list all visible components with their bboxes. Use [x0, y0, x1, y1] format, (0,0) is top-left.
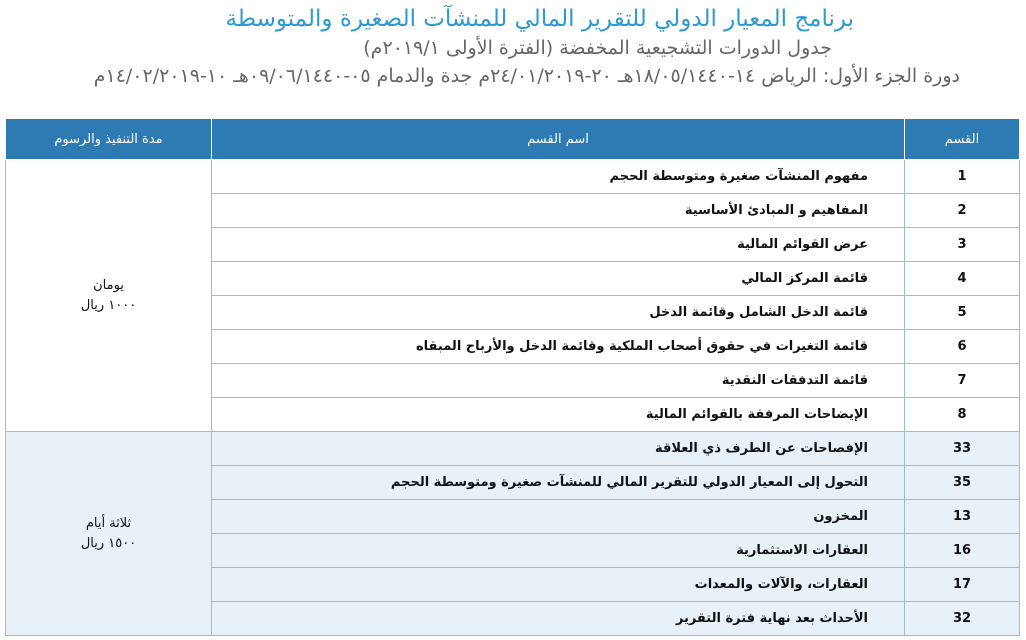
section-number: 6 — [905, 330, 1020, 364]
column-header-duration: مدة التنفيذ والرسوم — [6, 119, 212, 160]
section-number: 1 — [905, 160, 1020, 194]
section-number: 7 — [905, 364, 1020, 398]
duration-text: يومان — [93, 277, 124, 293]
fee-text: ١٥٠٠ ريال — [80, 535, 137, 551]
section-name: العقارات، والآلات والمعدات — [212, 568, 905, 602]
section-name: المفاهيم و المبادئ الأساسية — [212, 194, 905, 228]
table-row — [6, 160, 1020, 194]
section-name: عرض القوائم المالية — [212, 228, 905, 262]
document-title: برنامج المعيار الدولي للتقرير المالي للمنشآت الصغيرة والمتوسطة — [225, 6, 854, 32]
section-name: مفهوم المنشآت صغيرة ومتوسطة الحجم — [212, 160, 905, 194]
section-number: 33 — [905, 432, 1020, 466]
table-row — [6, 432, 1020, 466]
section-name: التحول إلى المعيار الدولي للتقرير المالي للمنشآت صغيرة ومتوسطة الحجم — [212, 466, 905, 500]
duration-text: ثلاثة أيام — [85, 515, 132, 531]
section-name: الإيضاحات المرفقة بالقوائم المالية — [212, 398, 905, 432]
section-number: 4 — [905, 262, 1020, 296]
section-name: المخزون — [212, 500, 905, 534]
section-number: 16 — [905, 534, 1020, 568]
table-header-row — [6, 119, 1020, 160]
section-number: 13 — [905, 500, 1020, 534]
section-name: قائمة التدفقات النقدية — [212, 364, 905, 398]
section-name: الأحداث بعد نهاية فترة التقرير — [212, 602, 905, 636]
section-number: 17 — [905, 568, 1020, 602]
section-number: 35 — [905, 466, 1020, 500]
section-name: الإفصاحات عن الطرف ذي العلاقة — [212, 432, 905, 466]
duration-cell-group-1 — [6, 160, 212, 432]
section-name: قائمة التغيرات في حقوق أصحاب الملكية وقائمة الدخل والأرباح المبقاه — [212, 330, 905, 364]
fee-text: ١٠٠٠ ريال — [80, 297, 137, 313]
section-number: 2 — [905, 194, 1020, 228]
document-subtitle: جدول الدورات التشجيعية المخفضة (الفترة الأولى ٢٠١٩/١م) — [363, 37, 832, 59]
duration-cell-group-2 — [6, 432, 212, 636]
section-number: 8 — [905, 398, 1020, 432]
section-name: قائمة المركز المالي — [212, 262, 905, 296]
section-number: 32 — [905, 602, 1020, 636]
column-header-section: القسم — [905, 119, 1020, 160]
course-schedule-table — [5, 118, 1020, 636]
column-header-section-name: اسم القسم — [212, 119, 905, 160]
section-number: 5 — [905, 296, 1020, 330]
section-name: العقارات الاستثمارية — [212, 534, 905, 568]
section-number: 3 — [905, 228, 1020, 262]
section-name: قائمة الدخل الشامل وقائمة الدخل — [212, 296, 905, 330]
session-dates-line: دورة الجزء الأول: الرياض ١٤-١٨/٠٥/١٤٤٠هـ ٢٠-٢٤/٠١/٢٠١٩م جدة والدمام ٠٥-٠٩/٠٦/١٤٤٠هـ ١٠-١٤/٠٢/٢٠١٩م — [93, 65, 960, 87]
document-header — [0, 4, 1026, 90]
